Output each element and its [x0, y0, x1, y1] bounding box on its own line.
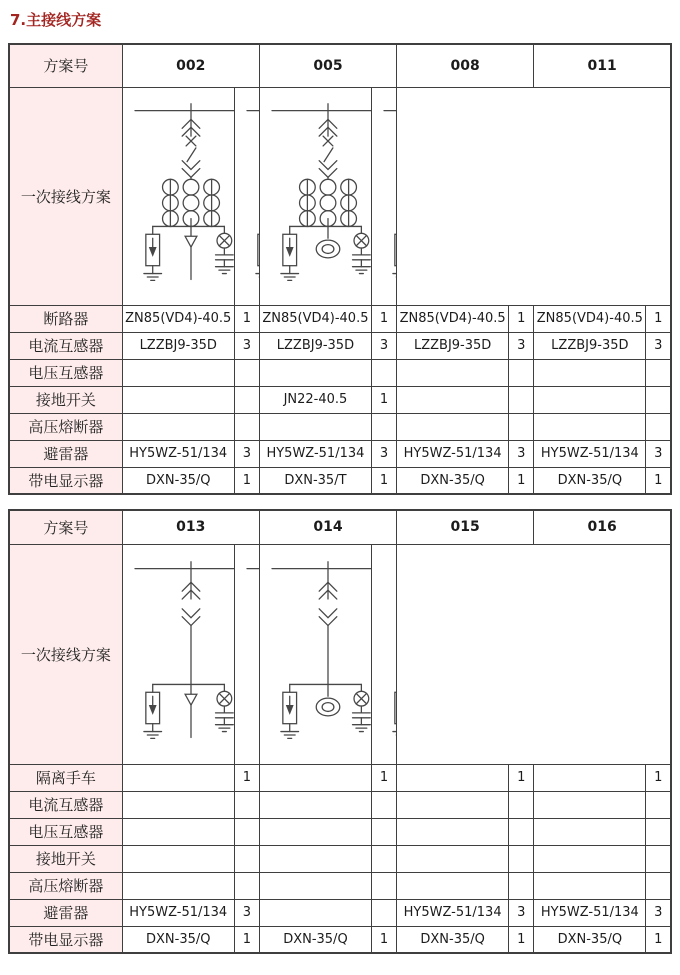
- component-model-cell: [122, 359, 234, 386]
- component-label: 电流互感器: [9, 791, 122, 818]
- component-qty-cell: 1: [372, 386, 397, 413]
- component-model-cell: [122, 872, 234, 899]
- component-model-cell: [397, 359, 509, 386]
- component-qty-cell: 1: [509, 764, 534, 791]
- scheme-table-1: [8, 43, 672, 495]
- component-row: [9, 386, 671, 413]
- component-model-cell: [259, 818, 371, 845]
- component-model-cell: [397, 764, 509, 791]
- scheme-no-label: 方案号: [9, 510, 122, 544]
- component-label: 带电显示器: [9, 926, 122, 953]
- component-row: [9, 467, 671, 494]
- component-model-cell: [259, 872, 371, 899]
- component-model-cell: [534, 359, 646, 386]
- component-row: [9, 818, 671, 845]
- component-qty-cell: 3: [234, 332, 259, 359]
- component-qty-cell: 3: [509, 332, 534, 359]
- component-model-cell: [534, 845, 646, 872]
- component-model-cell: [259, 899, 371, 926]
- component-model-cell: LZZBJ9-35D: [122, 332, 234, 359]
- component-model-cell: [259, 413, 371, 440]
- component-model-cell: [259, 791, 371, 818]
- component-qty-cell: [646, 872, 671, 899]
- component-label: 电流互感器: [9, 332, 122, 359]
- component-qty-cell: [372, 899, 397, 926]
- scheme-no-label: 方案号: [9, 44, 122, 87]
- component-qty-cell: 1: [646, 467, 671, 494]
- component-model-cell: [534, 413, 646, 440]
- component-model-cell: [122, 791, 234, 818]
- component-model-cell: [397, 818, 509, 845]
- component-model-cell: [122, 413, 234, 440]
- diagram-cell: [372, 544, 397, 764]
- document-page: [0, 9, 680, 975]
- component-qty-cell: [509, 791, 534, 818]
- component-qty-cell: [646, 818, 671, 845]
- component-model-cell: [397, 791, 509, 818]
- single-line-diagram-014: [235, 547, 260, 761]
- component-qty-cell: 1: [372, 926, 397, 953]
- component-model-cell: DXN-35/T: [259, 467, 371, 494]
- component-row: [9, 413, 671, 440]
- component-model-cell: DXN-35/Q: [122, 467, 234, 494]
- component-qty-cell: [509, 386, 534, 413]
- component-model-cell: [534, 386, 646, 413]
- component-qty-cell: [509, 872, 534, 899]
- component-qty-cell: [509, 359, 534, 386]
- scheme-number: 015: [397, 510, 534, 544]
- component-qty-cell: 3: [234, 440, 259, 467]
- component-model-cell: [259, 845, 371, 872]
- diagram-cell: [259, 544, 371, 764]
- single-line-diagram-011: [372, 89, 397, 303]
- component-model-cell: [122, 764, 234, 791]
- component-qty-cell: 1: [646, 926, 671, 953]
- component-qty-cell: 3: [646, 440, 671, 467]
- component-model-cell: [259, 764, 371, 791]
- scheme-number: 011: [534, 44, 671, 87]
- scheme-number: 014: [259, 510, 396, 544]
- component-model-cell: DXN-35/Q: [397, 926, 509, 953]
- component-qty-cell: 1: [372, 305, 397, 332]
- component-row: [9, 791, 671, 818]
- diagram-row: [9, 544, 671, 764]
- component-label: 接地开关: [9, 845, 122, 872]
- component-model-cell: ZN85(VD4)-40.5: [397, 305, 509, 332]
- component-model-cell: [397, 386, 509, 413]
- diagram-cell: [122, 87, 234, 305]
- component-model-cell: ZN85(VD4)-40.5: [122, 305, 234, 332]
- component-qty-cell: [234, 818, 259, 845]
- component-qty-cell: [509, 818, 534, 845]
- component-model-cell: [534, 872, 646, 899]
- single-line-diagram-005: [235, 89, 260, 303]
- component-qty-cell: [646, 359, 671, 386]
- component-qty-cell: [372, 818, 397, 845]
- diagram-cell: [234, 87, 259, 305]
- component-qty-cell: [646, 791, 671, 818]
- diagram-cell: [372, 87, 397, 305]
- component-model-cell: LZZBJ9-35D: [397, 332, 509, 359]
- component-model-cell: [259, 359, 371, 386]
- component-qty-cell: [234, 845, 259, 872]
- single-line-diagram-002: [123, 89, 235, 303]
- component-model-cell: DXN-35/Q: [534, 926, 646, 953]
- component-label: 避雷器: [9, 899, 122, 926]
- component-qty-cell: 3: [509, 440, 534, 467]
- component-model-cell: HY5WZ-51/134: [397, 899, 509, 926]
- component-model-cell: [397, 872, 509, 899]
- component-model-cell: ZN85(VD4)-40.5: [259, 305, 371, 332]
- component-qty-cell: 1: [509, 926, 534, 953]
- component-qty-cell: [372, 845, 397, 872]
- component-qty-cell: [372, 872, 397, 899]
- component-label: 隔离手车: [9, 764, 122, 791]
- component-row: [9, 926, 671, 953]
- component-label: 电压互感器: [9, 359, 122, 386]
- component-label: 避雷器: [9, 440, 122, 467]
- component-model-cell: HY5WZ-51/134: [122, 440, 234, 467]
- scheme-number: 008: [397, 44, 534, 87]
- scheme-header-row: [9, 510, 671, 544]
- component-model-cell: [122, 386, 234, 413]
- component-qty-cell: 3: [646, 332, 671, 359]
- component-qty-cell: 3: [509, 899, 534, 926]
- component-model-cell: [397, 413, 509, 440]
- component-qty-cell: 3: [234, 899, 259, 926]
- component-model-cell: HY5WZ-51/134: [259, 440, 371, 467]
- component-model-cell: DXN-35/Q: [259, 926, 371, 953]
- diagram-row: [9, 87, 671, 305]
- component-qty-cell: [234, 791, 259, 818]
- component-model-cell: [122, 818, 234, 845]
- component-model-cell: [122, 845, 234, 872]
- component-model-cell: [534, 818, 646, 845]
- component-qty-cell: 3: [646, 899, 671, 926]
- component-row: [9, 764, 671, 791]
- component-qty-cell: 1: [646, 764, 671, 791]
- component-qty-cell: 1: [234, 764, 259, 791]
- component-row: [9, 305, 671, 332]
- component-qty-cell: [372, 359, 397, 386]
- component-model-cell: HY5WZ-51/134: [534, 899, 646, 926]
- component-label: 接地开关: [9, 386, 122, 413]
- component-qty-cell: [646, 413, 671, 440]
- component-qty-cell: 1: [234, 305, 259, 332]
- component-row: [9, 332, 671, 359]
- component-qty-cell: 3: [372, 440, 397, 467]
- component-row: [9, 899, 671, 926]
- component-qty-cell: [372, 791, 397, 818]
- component-qty-cell: 1: [509, 305, 534, 332]
- scheme-number: 005: [259, 44, 396, 87]
- component-qty-cell: [234, 386, 259, 413]
- diagram-cell: [259, 87, 371, 305]
- scheme-number: 016: [534, 510, 671, 544]
- component-model-cell: HY5WZ-51/134: [122, 899, 234, 926]
- component-qty-cell: [646, 386, 671, 413]
- component-row: [9, 359, 671, 386]
- component-qty-cell: [509, 845, 534, 872]
- component-qty-cell: 1: [372, 467, 397, 494]
- component-model-cell: LZZBJ9-35D: [259, 332, 371, 359]
- component-qty-cell: 1: [646, 305, 671, 332]
- component-qty-cell: 1: [372, 764, 397, 791]
- scheme-table-2: [8, 509, 672, 954]
- component-model-cell: ZN85(VD4)-40.5: [534, 305, 646, 332]
- scheme-header-row: [9, 44, 671, 87]
- single-line-diagram-013: [123, 547, 235, 761]
- component-model-cell: [534, 764, 646, 791]
- component-model-cell: [397, 845, 509, 872]
- component-model-cell: DXN-35/Q: [122, 926, 234, 953]
- component-model-cell: HY5WZ-51/134: [397, 440, 509, 467]
- component-label: 断路器: [9, 305, 122, 332]
- single-line-diagram-016: [372, 547, 397, 761]
- component-qty-cell: 1: [509, 467, 534, 494]
- component-model-cell: DXN-35/Q: [534, 467, 646, 494]
- single-line-diagram-008: [260, 89, 372, 303]
- component-qty-cell: 1: [234, 467, 259, 494]
- diagram-row-label: 一次接线方案: [9, 87, 122, 305]
- diagram-cell: [122, 544, 234, 764]
- component-model-cell: HY5WZ-51/134: [534, 440, 646, 467]
- page-title: 7.主接线方案: [10, 11, 102, 29]
- component-model-cell: DXN-35/Q: [397, 467, 509, 494]
- component-qty-cell: [372, 413, 397, 440]
- diagram-row-label: 一次接线方案: [9, 544, 122, 764]
- component-label: 电压互感器: [9, 818, 122, 845]
- component-qty-cell: [234, 413, 259, 440]
- component-qty-cell: [234, 359, 259, 386]
- component-row: [9, 845, 671, 872]
- component-qty-cell: [234, 872, 259, 899]
- single-line-diagram-015: [260, 547, 372, 761]
- component-model-cell: JN22-40.5: [259, 386, 371, 413]
- component-row: [9, 872, 671, 899]
- component-label: 高压熔断器: [9, 413, 122, 440]
- component-qty-cell: [509, 413, 534, 440]
- component-label: 高压熔断器: [9, 872, 122, 899]
- component-qty-cell: 1: [234, 926, 259, 953]
- scheme-number: 013: [122, 510, 259, 544]
- component-qty-cell: 3: [372, 332, 397, 359]
- component-qty-cell: [646, 845, 671, 872]
- scheme-number: 002: [122, 44, 259, 87]
- diagram-cell: [234, 544, 259, 764]
- component-row: [9, 440, 671, 467]
- component-label: 带电显示器: [9, 467, 122, 494]
- component-model-cell: LZZBJ9-35D: [534, 332, 646, 359]
- component-model-cell: [534, 791, 646, 818]
